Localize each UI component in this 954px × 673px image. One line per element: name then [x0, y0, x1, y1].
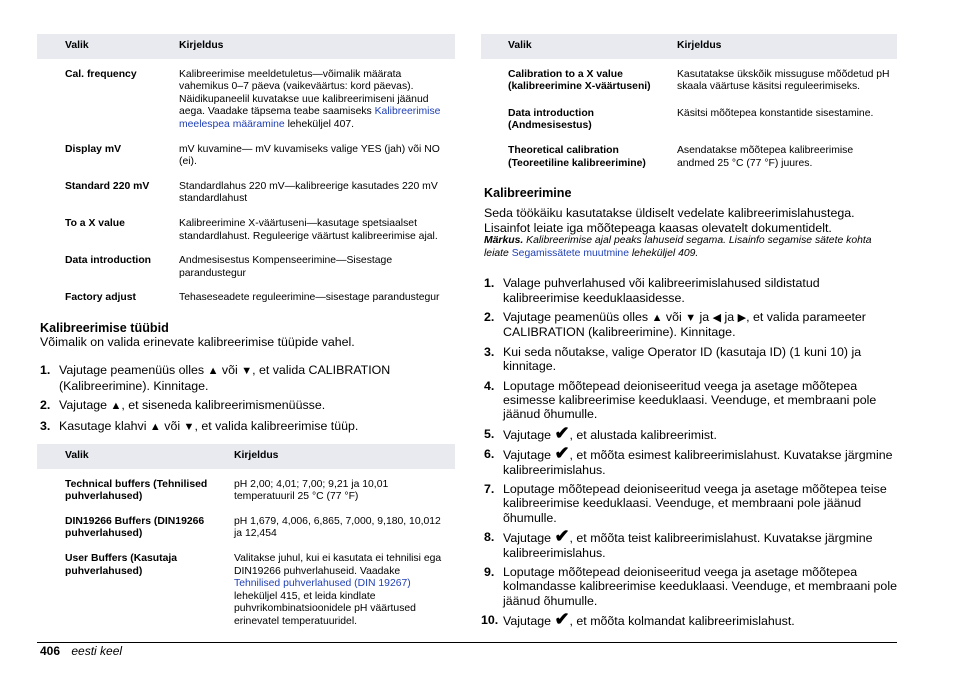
description-text-after: leheküljel 415, et leida kindlate puhvrikombinatsioonidele pH väärtused erinevatel temperatuuridel. [234, 590, 416, 627]
table-row [481, 59, 897, 104]
step-text: , et mõõta esimest kalibreerimislahust. Kuvatakse järgmine kalibreerimislahus. [503, 448, 893, 477]
step-text: , et siseneda kalibreerimismenüüsse. [121, 398, 326, 413]
table-row [481, 104, 897, 141]
table-row [37, 549, 455, 637]
step-number: 6. [484, 447, 495, 462]
step-number: 2. [40, 398, 51, 413]
step-text: Kui seda nõutakse, valige Operator ID (kasutaja ID) (1 kuni 10) ja kinnitage. [503, 344, 862, 374]
option-description: Andmesisestus Kompenseerimine—Sisestage parandustegur [179, 255, 393, 279]
table-row [37, 59, 455, 140]
step-text: või [218, 363, 242, 378]
step-text: ja [696, 309, 713, 324]
step-text: , et valida parameeter CALIBRATION (kalibreerimine). Kinnitage. [503, 309, 866, 340]
up-arrow-icon: ▲ [110, 400, 122, 413]
table-header-valik: Valik [37, 34, 171, 59]
list-item [481, 565, 897, 608]
option-description: Kasutatakse ükskõik missuguse mõõdetud pH skaala väärtuse käsitsi reguleerimiseks. [677, 68, 890, 93]
step-text: Vajutage [503, 448, 555, 463]
option-name: Factory adjust [65, 292, 137, 304]
list-item [37, 363, 455, 393]
step-text: Vajutage [59, 398, 111, 413]
option-name: User Buffers (Kasutaja puhverlahused) [65, 552, 178, 577]
list-item [481, 379, 897, 422]
step-text: Valage puhverlahused või kalibreerimislahused sildistatud kalibreerimise keeduklaasidesse. [503, 276, 820, 305]
option-name: To a X value [65, 217, 125, 229]
footer-divider [37, 642, 897, 643]
list-item [481, 310, 897, 340]
link-calibration-reminder[interactable]: Kalibreerimise meelespea määramine [179, 106, 441, 130]
option-description: pH 1,679, 4,006, 6,865, 7,000, 9,180, 10,012 ja 12,454 [234, 515, 441, 540]
step-text: , et valida kalibreerimise tüüp. [194, 418, 359, 433]
steps-list [37, 363, 455, 434]
section-intro: Seda töökäiku kasutatakse üldiselt vedelate kalibreerimislahustega. Lisainfot leiate iga mõõtepeaga kaasas olevatelt dokumentidelt. [484, 206, 855, 235]
table-header-row [37, 444, 455, 469]
option-name: Data introduction [65, 255, 152, 267]
step-number: 4. [484, 378, 495, 393]
step-text: Loputage mõõtepead deioniseeritud veega ja asetage mõõtepea esimesse kalibreerimise keeduklaasi. Veenduge, et membraani pole jäänud õhumulle. [503, 378, 877, 422]
up-arrow-icon: ▲ [651, 311, 663, 324]
option-name: Calibration to a X value (kalibreerimine X-väärtuseni) [508, 68, 651, 93]
option-name: Technical buffers (Tehnilised puhverlahused) [65, 478, 208, 503]
right-column [481, 0, 897, 634]
table-header-row [37, 34, 455, 59]
list-item [481, 443, 897, 477]
table-row [481, 141, 897, 178]
left-column [37, 0, 455, 636]
checkmark-icon: ✔ [554, 443, 570, 464]
note-text: Kalibreerimise ajal peaks lahuseid segama. Lisainfo segamise sätete kohta leiate [484, 234, 872, 259]
option-name: DIN19266 Buffers (DIN19266 puhverlahused) [65, 515, 205, 540]
up-arrow-icon: ▲ [207, 365, 219, 378]
note [484, 235, 897, 260]
down-arrow-icon: ▼ [685, 311, 697, 324]
section-calibration-types [37, 321, 455, 434]
checkmark-icon: ✔ [554, 422, 570, 443]
footer-language: eesti keel [71, 644, 123, 658]
option-name: Cal. frequency [65, 68, 137, 80]
table-header-valik: Valik [37, 444, 226, 469]
list-item [481, 422, 897, 443]
step-text: või [662, 309, 686, 324]
step-number: 3. [40, 418, 51, 433]
section-title: Kalibreerimine [484, 186, 572, 201]
option-description [171, 59, 455, 140]
options-table-buffers [37, 444, 455, 637]
table-row [37, 177, 455, 214]
up-arrow-icon: ▲ [149, 420, 161, 433]
down-arrow-icon: ▼ [241, 365, 253, 378]
description-text: Valitakse juhul, kui ei kasutata ei tehnilisi ega DIN19266 puhverlahuseid. Vaadake [234, 552, 442, 577]
right-arrow-icon: ▶ [737, 311, 747, 324]
step-text: Vajutage peamenüüs olles [59, 363, 208, 378]
table-row [37, 251, 455, 288]
checkmark-icon: ✔ [554, 526, 570, 547]
list-item [37, 419, 455, 434]
description-text-after: leheküljel 407. [284, 118, 355, 130]
step-text: , et alustada kalibreerimist. [569, 427, 717, 442]
table-row [37, 512, 455, 549]
step-text: Loputage mõõtepead deioniseeritud veega ja asetage mõõtepea kolmandasse kalibreerimise keeduklaasi. Veenduge, et membraani pole jäänud õhumulle. [503, 565, 897, 608]
table-header-kirjeldus: Kirjeldus [171, 34, 455, 59]
option-description: Standardlahus 220 mV—kalibreerige kasutades 220 mV standardlahust [179, 180, 438, 205]
table-row [37, 469, 455, 512]
step-text: ja [721, 309, 738, 324]
option-description: Käsitsi mõõtepea konstantide sisestamine. [677, 107, 874, 119]
step-number: 9. [484, 565, 495, 580]
table-header-row [481, 34, 897, 59]
step-number: 10. [481, 613, 499, 628]
step-text: , et mõõta teist kalibreerimislahust. Kuvatakse järgmine kalibreerimislahus. [503, 531, 873, 560]
section-intro: Võimalik on valida erinevate kalibreerimise tüüpide vahel. [40, 334, 355, 349]
step-number: 1. [40, 363, 51, 378]
step-text: Vajutage [503, 614, 555, 629]
step-number: 2. [484, 309, 495, 324]
section-title: Kalibreerimise tüübid [40, 320, 169, 335]
options-table-calibration [37, 34, 455, 313]
steps-list [481, 276, 897, 629]
step-number: 1. [484, 276, 495, 291]
option-description: mV kuvamine— mV kuvamiseks valige YES (jah) või NO (ei). [179, 143, 440, 168]
page-number: 406 [40, 644, 61, 658]
table-header-valik: Valik [481, 34, 669, 59]
left-arrow-icon: ◀ [712, 311, 722, 324]
option-name: Standard 220 mV [65, 180, 150, 192]
link-stirring-settings[interactable]: Segamissätete muutmine [511, 247, 629, 259]
link-technical-buffers[interactable]: Tehnilised puhverlahused (DIN 19267) [234, 578, 411, 590]
section-calibration [481, 186, 897, 629]
table-row [37, 288, 455, 313]
option-name: Data introduction (Andmesisestus) [508, 107, 595, 132]
note-text-after: leheküljel 409. [628, 247, 699, 259]
page-footer [40, 644, 122, 658]
step-number: 5. [484, 426, 495, 441]
step-number: 8. [484, 530, 495, 545]
checkmark-icon: ✔ [554, 609, 570, 630]
list-item [481, 482, 897, 525]
option-description: Asendatakse mõõtepea kalibreerimise andmed 25 °C (77 °F) juures. [677, 144, 854, 169]
option-description: Kalibreerimine X-väärtuseni—kasutage spetsiaalset standardlahust. Reguleerige väärtust kalibreerimise ajal. [179, 217, 438, 242]
option-description: pH 2,00; 4,01; 7,00; 9,21 ja 10,01 temperatuuril 25 °C (77 °F) [234, 478, 389, 503]
down-arrow-icon: ▼ [183, 420, 195, 433]
list-item [481, 345, 897, 374]
table-header-kirjeldus: Kirjeldus [669, 34, 897, 59]
step-number: 7. [484, 482, 495, 497]
table-row [37, 214, 455, 251]
option-name: Theoretical calibration (Teoreetiline kalibreerimine) [508, 144, 646, 169]
step-number: 3. [484, 344, 495, 359]
table-header-kirjeldus: Kirjeldus [226, 444, 455, 469]
list-item [37, 398, 455, 413]
option-name: Display mV [65, 143, 122, 155]
step-text: , et mõõta kolmandat kalibreerimislahust. [569, 614, 795, 629]
option-description [226, 549, 455, 637]
step-text: Vajutage [503, 427, 555, 442]
list-item [481, 526, 897, 560]
step-text: , et valida CALIBRATION (Kalibreerimine). Kinnitage. [59, 363, 391, 393]
table-row [37, 140, 455, 177]
option-description: Tehaseseadete reguleerimine—sisestage parandustegur [179, 292, 440, 304]
step-text: Vajutage peamenüüs olles [503, 309, 652, 324]
description-text: Kalibreerimise meeldetuletus—võimalik määrata vahemikus 0–7 päeva (vaikeväärtus: kord päevas). Näidikupaneelil kuvatakse uue kalibreerimiseni jäänud aega. Vaadake täpsema teabe saamiseks [179, 68, 429, 118]
step-text: või [160, 418, 184, 433]
options-table-calibration-methods [481, 34, 897, 178]
step-text: Vajutage [503, 531, 555, 546]
list-item [481, 609, 897, 630]
note-label: Märkus. [484, 234, 524, 246]
list-item [481, 276, 897, 305]
step-text: Loputage mõõtepead deioniseeritud veega ja asetage mõõtepea teise kalibreerimise keeduklaasi. Veenduge, et membraani pole jäänud õhumulle. [503, 482, 887, 525]
step-text: Kasutage klahvi [59, 418, 150, 433]
